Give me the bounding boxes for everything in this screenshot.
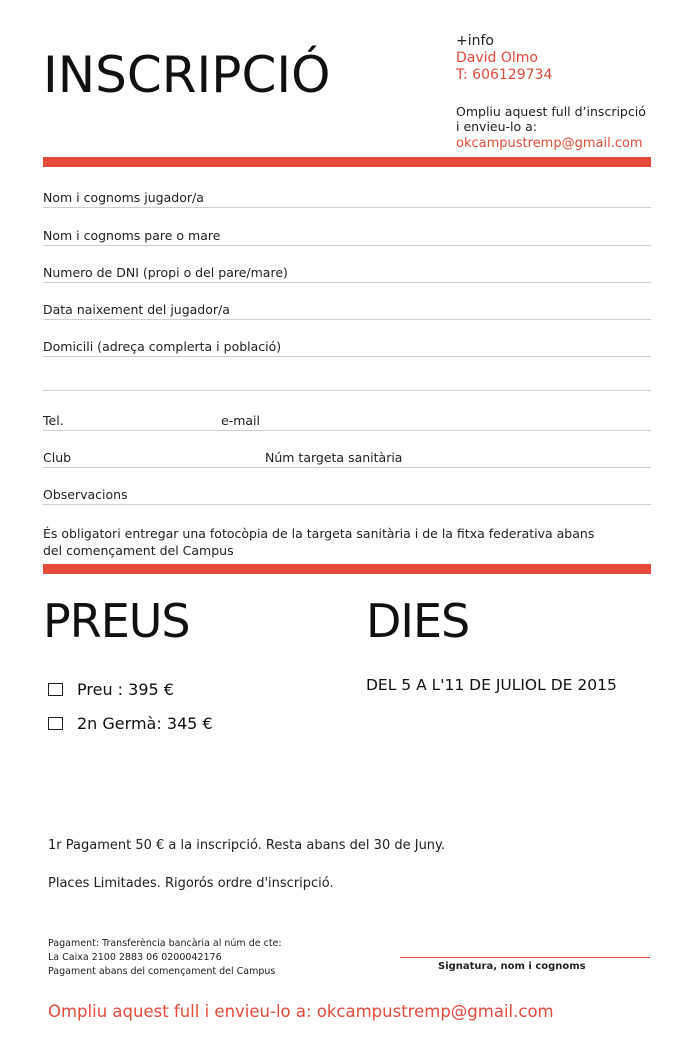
club-label: Club	[43, 450, 72, 465]
address-label: Domicili (adreça complerta i població)	[43, 339, 282, 354]
observations-field[interactable]	[43, 485, 651, 505]
address-field-line-2[interactable]	[43, 371, 651, 391]
address-field[interactable]	[43, 337, 651, 357]
footer-instructions: Ompliu aquest full i envieu-lo a: okcampustremp@gmail.com	[48, 1002, 554, 1021]
bank-line-3: Pagament abans del començament del Campus	[48, 966, 276, 977]
dni-field[interactable]	[43, 263, 651, 283]
bank-details	[48, 937, 282, 979]
birth-date-field[interactable]	[43, 300, 651, 320]
tel-email-field[interactable]	[43, 411, 651, 431]
dates-text: DEL 5 A L'11 DE JULIOL DE 2015	[366, 676, 617, 694]
dates-heading: DIES	[366, 594, 470, 648]
notice-line-1: És obligatori entregar una fotocòpia de la targeta sanitària i de la fitxa federativa abans	[43, 526, 595, 541]
payment-terms: 1r Pagament 50 € a la inscripció. Resta abans del 30 de Juny.	[48, 838, 446, 853]
contact-info	[456, 33, 552, 84]
info-label: +info	[456, 33, 494, 49]
mandatory-notice	[43, 525, 603, 559]
club-field[interactable]	[43, 448, 651, 468]
sibling-price-checkbox[interactable]	[48, 717, 63, 730]
notice-line-2: del començament del Campus	[43, 543, 234, 558]
health-card-label: Núm targeta sanitària	[265, 450, 403, 465]
price-option-label: Preu : 395 €	[77, 680, 174, 699]
birth-date-label: Data naixement del jugador/a	[43, 302, 230, 317]
signature-label: Signatura, nom i cognoms	[438, 961, 586, 972]
instructions-note	[456, 104, 646, 134]
dni-label: Numero de DNI (propi o del pare/mare)	[43, 265, 288, 280]
sibling-price-label: 2n Germà: 345 €	[77, 714, 213, 733]
note-line-1: Ompliu aquest full d’inscripció	[456, 104, 646, 119]
limited-places: Places Limitades. Rigorós ordre d'inscripció.	[48, 876, 334, 891]
parent-name-field[interactable]	[43, 226, 651, 246]
player-name-label: Nom i cognoms jugador/a	[43, 190, 204, 205]
email-label: e-mail	[221, 413, 260, 428]
parent-name-label: Nom i cognoms pare o mare	[43, 228, 221, 243]
bank-line-2: La Caixa 2100 2883 06 0200042176	[48, 952, 222, 963]
prices-heading: PREUS	[43, 594, 190, 648]
top-divider	[43, 157, 651, 167]
tel-label: Tel.	[43, 413, 64, 428]
sibling-price-option[interactable]	[48, 714, 213, 733]
observations-label: Observacions	[43, 487, 128, 502]
bank-line-1: Pagament: Transferència bancària al núm de cte:	[48, 938, 282, 949]
middle-divider	[43, 564, 651, 574]
contact-name: David Olmo	[456, 50, 538, 66]
player-name-field[interactable]	[43, 188, 651, 208]
price-checkbox[interactable]	[48, 683, 63, 696]
note-line-2: i envieu-lo a:	[456, 119, 538, 134]
contact-phone: T: 606129734	[456, 67, 553, 83]
contact-email[interactable]: okcampustremp@gmail.com	[456, 136, 643, 151]
signature-line[interactable]	[400, 957, 650, 958]
page-title: INSCRIPCIÓ	[43, 46, 331, 104]
price-option[interactable]	[48, 680, 174, 699]
